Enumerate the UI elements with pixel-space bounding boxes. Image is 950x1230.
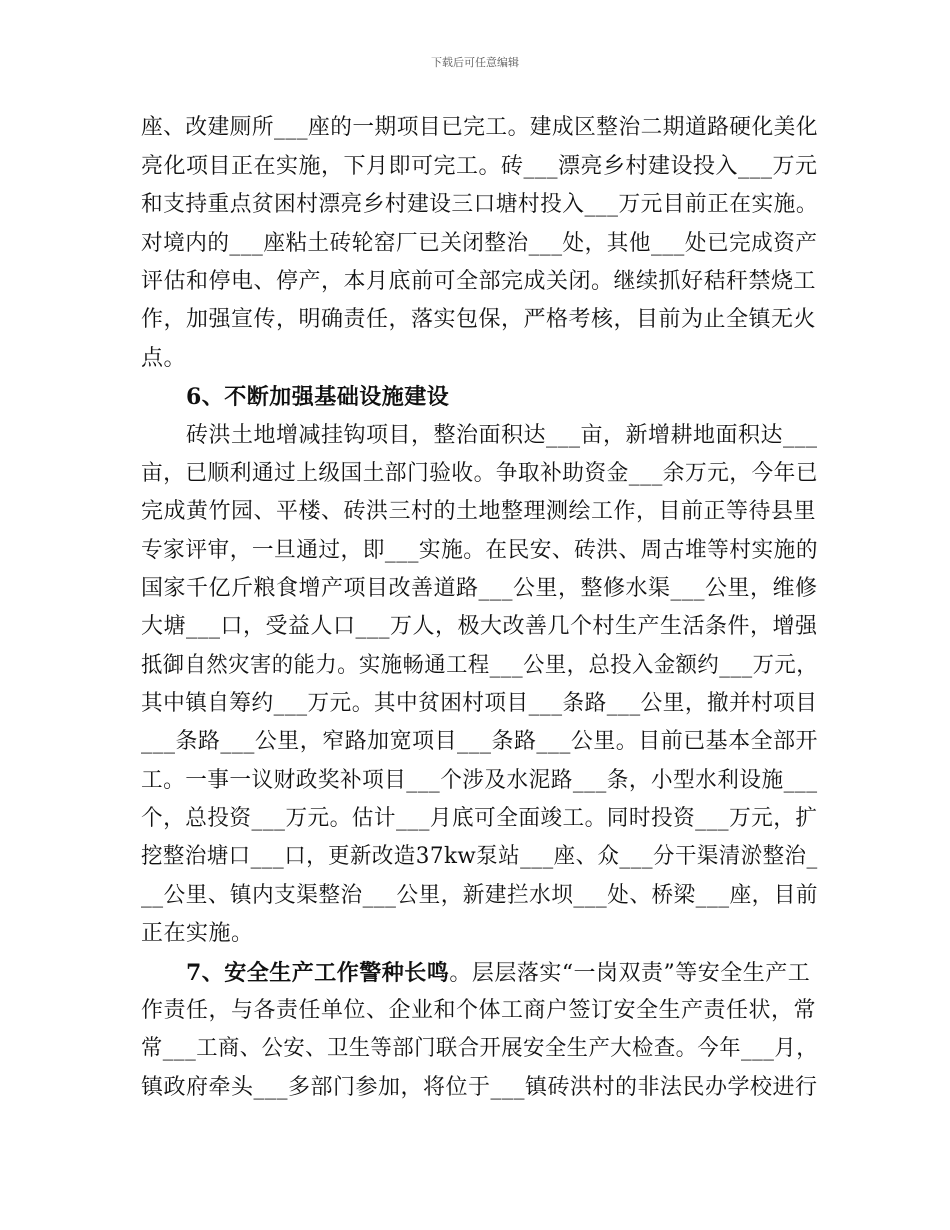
paragraph-line: 专家评审，一旦通过，即___实施。在民安、砖洪、周古堆等村实施的 xyxy=(141,538,819,563)
paragraph-line: 评估和停电、停产，本月底前可全部完成关闭。继续抓好秸秆禁烧工 xyxy=(141,269,817,294)
paragraph-line: 和支持重点贫困村漂亮乡村建设三口塘村投入___万元目前正在实施。 xyxy=(141,192,819,217)
paragraph-line: 作责任，与各责任单位、企业和个体工商户签订安全生产责任状，常 xyxy=(141,998,817,1023)
paragraph-line: 砖洪土地增减挂钩项目，整治面积达___亩，新增耕地面积达___ xyxy=(186,423,818,448)
paragraph-line: 大塘___口，受益人口___万人，极大改善几个村生产生活条件，增强 xyxy=(141,614,818,639)
paragraph-line: 完成黄竹园、平楼、砖洪三村的土地整理测绘工作，目前正等待县里 xyxy=(141,499,817,524)
paragraph-line: 常___工商、公安、卫生等部门联合开展安全生产大检查。今年___月， xyxy=(141,1036,819,1061)
paragraph-line: 挖整治塘口___口，更新改造37kw泵站___座、众___分干渠清淤整治_ xyxy=(141,844,818,869)
section-7-first-line xyxy=(186,960,810,987)
section-heading-7: 7、安全生产工作警种长鸣 xyxy=(186,960,450,986)
paragraph-line: 正在实施。 xyxy=(141,921,254,946)
paragraph-line: 抵御自然灾害的能力。实施畅通工程___公里，总投入金额约___万元， xyxy=(141,653,819,678)
paragraph-line: 对境内的___座粘土砖轮窑厂已关闭整治___处，其他___处已完成资产 xyxy=(141,231,818,256)
paragraph-line: 亮化项目正在实施，下月即可完工。砖___漂亮乡村建设投入___万元 xyxy=(141,154,818,179)
paragraph-line: __公里、镇内支渠整治___公里，新建拦水坝___处、桥梁___座，目前 xyxy=(141,883,819,908)
paragraph-line: 其中镇自筹约___万元。其中贫困村项目___条路___公里，撤并村项目 xyxy=(141,691,818,716)
section-heading-6: 6、不断加强基础设施建设 xyxy=(186,384,450,410)
paragraph-line: 座、改建厕所___座的一期项目已完工。建成区整治二期道路硬化美化 xyxy=(141,115,819,140)
paragraph-line: 镇政府牵头___多部门参加，将位于___镇砖洪村的非法民办学校进行 xyxy=(141,1075,818,1100)
paragraph-line: 个，总投资___万元。估计___月底可全面竣工。同时投资___万元，扩 xyxy=(141,806,818,831)
paragraph-line: 工。一事一议财政奖补项目___个涉及水泥路___条，小型水利设施___ xyxy=(141,768,818,793)
paragraph-line: 国家千亿斤粮食增产项目改善道路___公里，整修水渠___公里，维修 xyxy=(141,576,818,601)
paragraph-line: 亩，已顺利通过上级国土部门验收。争取补助资金___余万元，今年已 xyxy=(141,461,819,486)
section-7-text: 。层层落实“一岗双责”等安全生产工 xyxy=(449,961,811,986)
paragraph-line: 点。 xyxy=(141,346,187,371)
paragraph-line: 作，加强宣传，明确责任，落实包保，严格考核，目前为止全镇无火 xyxy=(141,307,817,332)
page-header: 下载后可任意编辑 xyxy=(431,56,519,69)
paragraph-line: ___条路___公里，窄路加宽项目___条路___公里。目前已基本全部开 xyxy=(141,729,819,754)
